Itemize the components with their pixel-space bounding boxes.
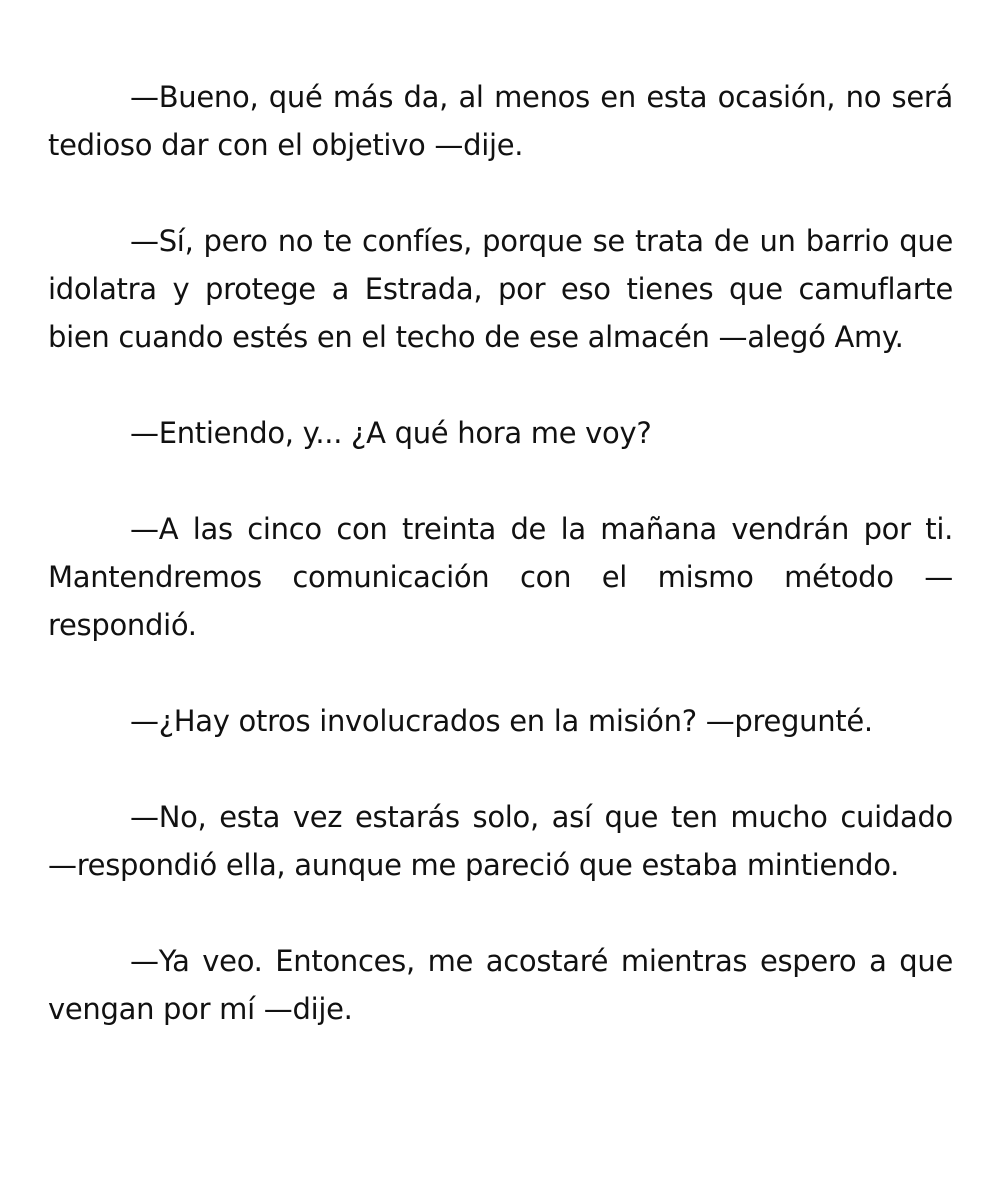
- paragraph-6: —No, esta vez estarás solo, así que ten mucho cuidado —respondió ella, aunque me pareció que estaba mintiendo.: [48, 800, 953, 882]
- document-page: [48, 73, 953, 1033]
- paragraph-2: —Sí, pero no te confíes, porque se trata de un barrio que idolatra y protege a Estrada, por eso tienes que camuflarte bien cuando estés en el techo de ese almacén —alegó Amy.: [48, 224, 953, 354]
- paragraph-7: —Ya veo. Entonces, me acostaré mientras espero a que vengan por mí —dije.: [48, 944, 953, 1026]
- paragraph-4: —A las cinco con treinta de la mañana vendrán por ti. Mantendremos comunicación con el mismo método —respondió.: [48, 512, 953, 642]
- paragraph-1: —Bueno, qué más da, al menos en esta ocasión, no será tedioso dar con el objetivo —dije.: [48, 80, 953, 162]
- paragraph-3: —Entiendo, y... ¿A qué hora me voy?: [130, 416, 652, 450]
- paragraph-5: —¿Hay otros involucrados en la misión? —pregunté.: [130, 704, 873, 738]
